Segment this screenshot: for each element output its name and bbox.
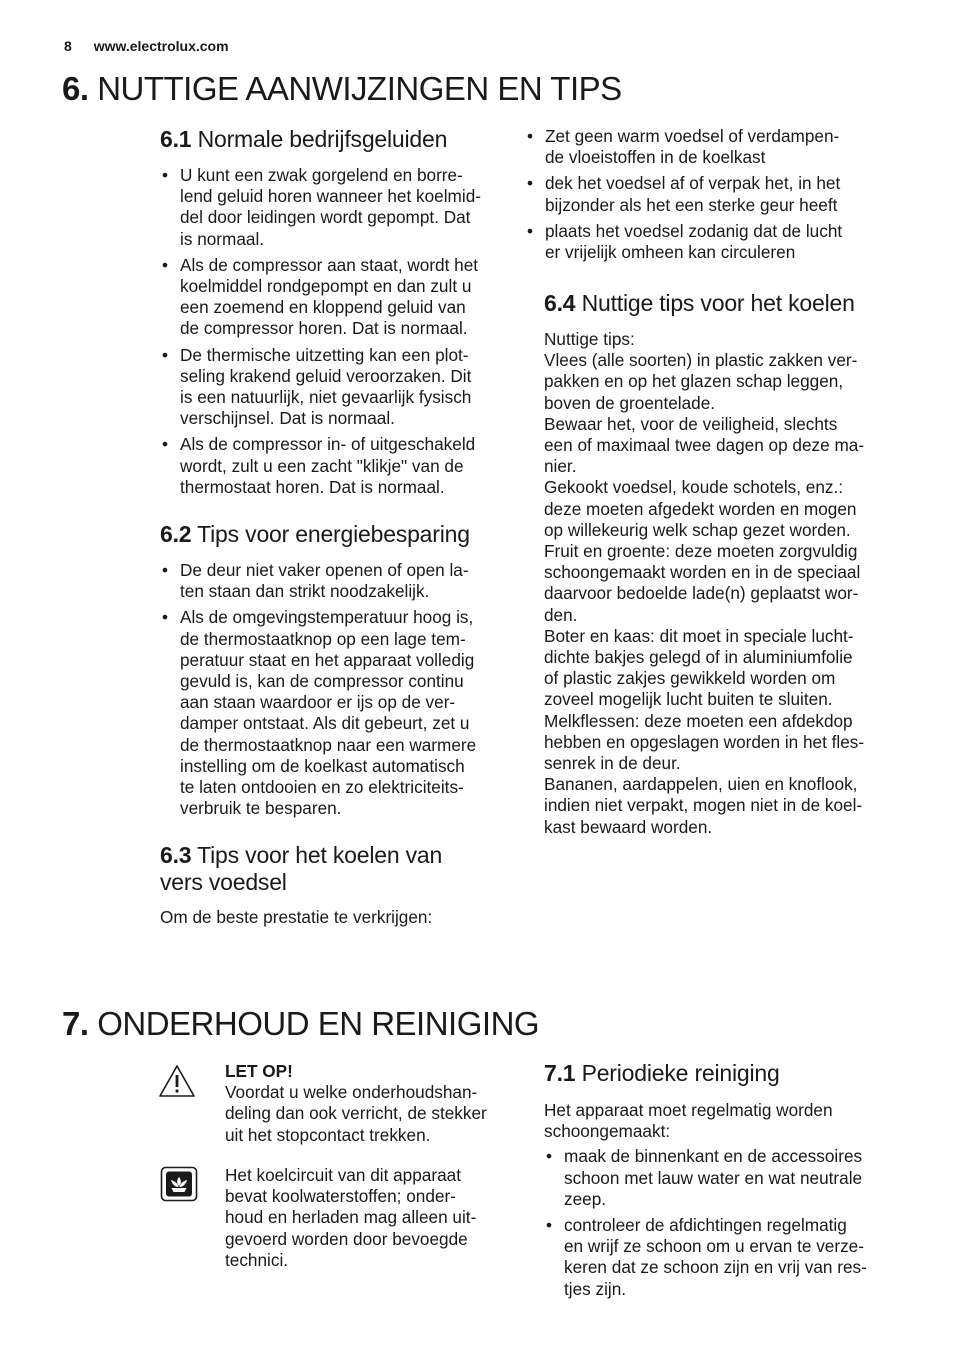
subsection-title: Tips voor het koelen van vers voedsel xyxy=(160,842,443,896)
section-7-title: ONDERHOUD EN REINIGING xyxy=(97,1005,540,1042)
subsection-7-1-intro: Het apparaat moet regelmatig worden schoongemaakt: xyxy=(544,1100,833,1142)
subsection-6-3-list xyxy=(525,126,905,263)
hydrocarbon-note-text: Het koelcircuit van dit apparaat bevat koolwaterstoffen; onder- houd en herladen mag alleen uit- gevoerd worden door bevoegde technici. xyxy=(225,1165,477,1270)
subsection-7-1-heading xyxy=(544,1060,914,1087)
subsection-6-2-list xyxy=(160,560,520,819)
warning-triangle-icon xyxy=(158,1064,196,1098)
list-item: • Als de omgevingstemperatuur hoog is, de thermostaatknop op een lage tem- peratuur staat en het apparaat volledig gevuld is, kan de compressor continu aan staan waardoor er ijs op de ver- damper ontstaat. Als dit gebeurt, zet u de thermostaatknop naar een warmere instelling om de koelkast automatisch te laten ontdooien en zo elektriciteits- verbruik te besparen. xyxy=(160,607,520,819)
subsection-number: 6.1 xyxy=(160,126,192,152)
list-item: • U kunt een zwak gorgelend en borre- lend geluid horen wanneer het koelmid- del door leidingen wordt gepompt. Dat is normaal. xyxy=(160,165,520,250)
subsection-number: 6.4 xyxy=(544,290,576,316)
refrigerant-hydrocarbon-icon xyxy=(160,1166,198,1202)
website-url: www.electrolux.com xyxy=(93,38,229,54)
subsection-number: 6.2 xyxy=(160,521,192,548)
list-item: • Als de compressor in- of uitgeschakeld wordt, zult u een zacht "klikje" van de thermostaat horen. Dat is normaal. xyxy=(160,434,520,498)
subsection-title: Periodieke reiniging xyxy=(581,1060,780,1086)
section-6-title: NUTTIGE AANWIJZINGEN EN TIPS xyxy=(97,70,622,107)
list-item: • Als de compressor aan staat, wordt het koelmiddel rondgepompt en dan zult u een zoemend en kloppend geluid van de compressor horen. Dat is normaal. xyxy=(160,255,520,340)
section-7-number: 7. xyxy=(62,1005,89,1042)
subsection-number: 7.1 xyxy=(544,1060,576,1086)
list-item: • plaats het voedsel zodanig dat de lucht er vrijelijk omheen kan circuleren xyxy=(525,221,905,263)
list-item: • controleer de afdichtingen regelmatig en wrijf ze schoon om u ervan te verze- keren dat ze schoon zijn en vrij van res- tjes zijn. xyxy=(544,1215,914,1300)
section-6-right-column xyxy=(525,126,905,268)
warning-text: Voordat u welke onderhoudshan- deling dan ook verricht, de stekker uit het stopcontact trekken. xyxy=(225,1082,487,1145)
page-header xyxy=(64,38,229,54)
list-item: • Zet geen warm voedsel of verdampen- de vloeistoffen in de koelkast xyxy=(525,126,905,168)
list-item: • dek het voedsel af of verpak het, in het bijzonder als het een sterke geur heeft xyxy=(525,173,905,215)
page-number: 8 xyxy=(64,38,72,54)
list-item: • De thermische uitzetting kan een plot- seling krakend geluid veroorzaken. Dit is een natuurlijk, niet gevaarlijk fysisch verschijnsel. Dat is normaal. xyxy=(160,345,520,430)
section-6-number: 6. xyxy=(62,70,89,107)
section-7-heading xyxy=(62,1007,539,1040)
subsection-6-1-heading xyxy=(160,126,520,153)
hydrocarbon-note xyxy=(225,1165,525,1271)
subsection-title: Normale bedrijfsgeluiden xyxy=(197,126,448,152)
subsection-6-2-heading xyxy=(160,521,520,548)
subsection-6-3-heading xyxy=(160,842,520,896)
section-6-heading xyxy=(62,72,622,105)
subsection-6-4 xyxy=(544,290,914,838)
subsection-6-4-body: Nuttige tips: Vlees (alle soorten) in plastic zakken ver- pakken en op het glazen schap leggen, boven de groentelade. Bewaar het, voor de veiligheid, slechts een of maximaal twee dagen op deze ma- nier. Gekookt voedsel, koude schotels, enz.: deze moeten afgedekt worden en mogen op willekeurig welk schap gezet worden. Fruit en groente: deze moeten zorgvuldig schoongemaakt worden en in de speciaal daarvoor bedoelde lade(n) geplaatst wor- den. Boter en kaas: dit moet in speciale lucht- dichte bakjes gelegd of in aluminiumfolie of plastic zakjes gewikkeld worden om zoveel mogelijk lucht buiten te sluiten. Melkflessen: deze moeten een afdekdop hebben en opgeslagen worden in het fles- senrek in de deur. Bananen, aardappelen, uien en knoflook, indien niet verpakt, mogen niet in de koel- kast bewaard worden. xyxy=(544,329,865,837)
subsection-title: Nuttige tips voor het koelen xyxy=(581,290,855,316)
list-item: • maak de binnenkant en de accessoires schoon met lauw water en wat neutrale zeep. xyxy=(544,1146,914,1210)
section-6-left-column xyxy=(160,126,520,929)
subsection-title: Tips voor energiebesparing xyxy=(197,521,470,548)
subsection-6-4-heading xyxy=(544,290,914,317)
list-item: • De deur niet vaker openen of open la- ten staan dan strikt noodzakelijk. xyxy=(160,560,520,602)
warning-block xyxy=(225,1061,525,1146)
subsection-7-1-list xyxy=(544,1146,914,1299)
subsection-6-3-intro: Om de beste prestatie te verkrijgen: xyxy=(160,907,433,928)
warning-title: LET OP! xyxy=(225,1061,293,1081)
subsection-6-1-list xyxy=(160,165,520,498)
subsection-7-1 xyxy=(544,1060,914,1305)
subsection-number: 6.3 xyxy=(160,842,192,869)
